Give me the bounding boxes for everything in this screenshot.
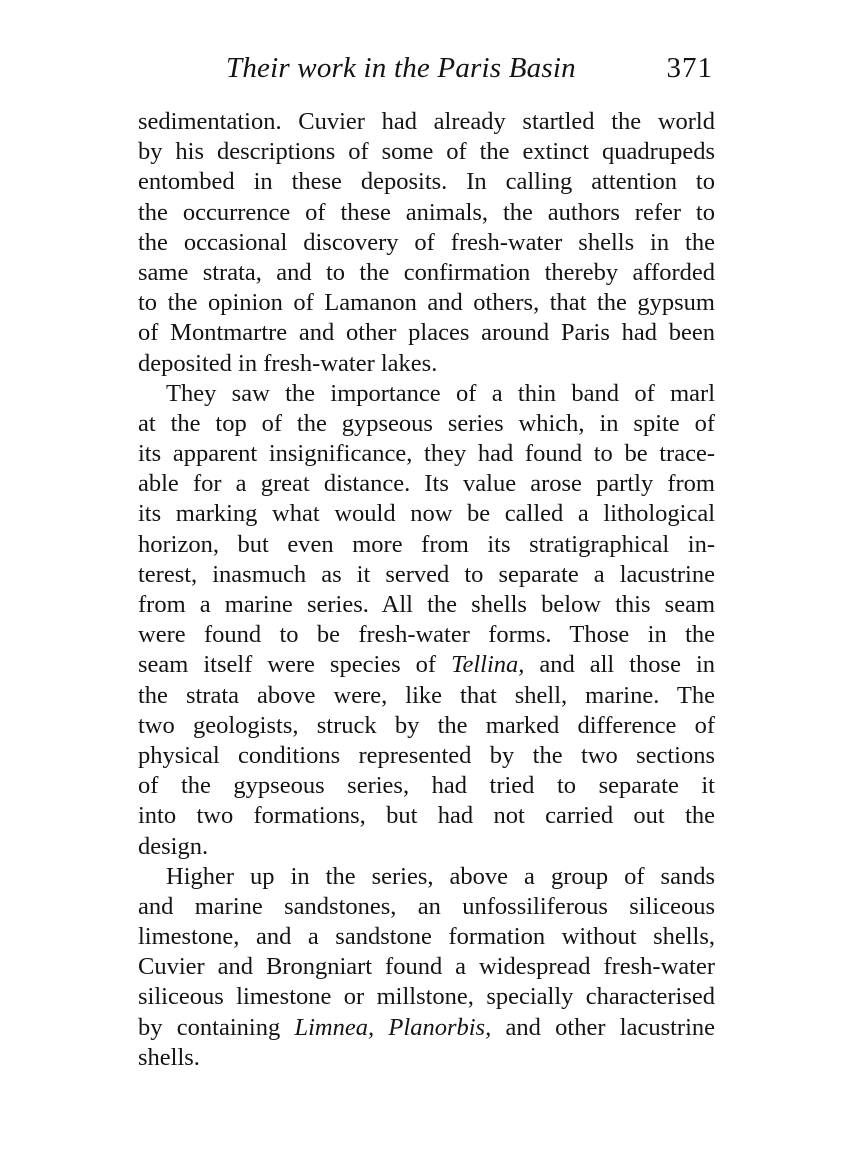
italic-genus-name: Planorbis, bbox=[388, 1013, 492, 1041]
text-line: Cuvier and Brongniart found a widespread fresh-water bbox=[138, 953, 715, 981]
text-run: by containing bbox=[138, 1013, 295, 1041]
text-line: at the top of the gypseous series which, in spite of bbox=[138, 409, 715, 437]
page-number: 371 bbox=[666, 52, 713, 84]
text-line: physical conditions represented by the two sections bbox=[138, 741, 715, 769]
text-line: by his descriptions of some of the extinct quadrupeds bbox=[138, 138, 715, 166]
paragraph-1 bbox=[138, 107, 715, 379]
text-line: terest, inasmuch as it served to separate a lacustrine bbox=[138, 560, 715, 588]
text-run bbox=[374, 1014, 388, 1041]
text-line: sedimentation. Cuvier had already startled the world bbox=[138, 108, 715, 135]
text-line: same strata, and to the confirmation thereby afforded bbox=[138, 258, 715, 286]
text-line: the occasional discovery of fresh-water shells in the bbox=[138, 228, 715, 256]
text-line bbox=[138, 1013, 715, 1043]
text-line bbox=[138, 650, 715, 680]
text-line: entombed in these deposits. In calling attention to bbox=[138, 168, 715, 196]
text-line: and marine sandstones, an unfossiliferous siliceous bbox=[138, 892, 715, 920]
running-title: Their work in the Paris Basin bbox=[226, 52, 576, 84]
text-run: and other lacustrine bbox=[491, 1013, 716, 1041]
text-line: the strata above were, like that shell, marine. The bbox=[138, 681, 715, 709]
text-line: They saw the importance of a thin band of marl bbox=[166, 379, 715, 407]
text-line: to the opinion of Lamanon and others, that the gypsum bbox=[138, 289, 715, 317]
text-line: able for a great distance. Its value arose partly from bbox=[138, 470, 715, 498]
text-line: its marking what would now be called a lithological bbox=[138, 500, 715, 528]
text-run: and all those in bbox=[524, 651, 715, 679]
text-line: were found to be fresh-water forms. Those in the bbox=[138, 621, 715, 649]
text-line: the occurrence of these animals, the authors refer to bbox=[138, 198, 715, 226]
text-line: Higher up in the series, above a group of sands bbox=[166, 862, 715, 890]
text-line: shells. bbox=[138, 1043, 200, 1071]
text-line: into two formations, but had not carried out the bbox=[138, 802, 715, 830]
italic-genus-name: Limnea, bbox=[294, 1013, 375, 1041]
text-run: seam itself were species of bbox=[138, 651, 452, 679]
body-text bbox=[138, 107, 715, 1073]
text-line: design. bbox=[138, 832, 209, 860]
text-line: its apparent insignificance, they had found to be trace- bbox=[138, 440, 715, 468]
text-line: limestone, and a sandstone formation without shells, bbox=[138, 923, 715, 951]
running-head bbox=[138, 52, 713, 92]
text-line: of the gypseous series, had tried to separate it bbox=[138, 772, 715, 800]
text-line: horizon, but even more from its stratigraphical in- bbox=[138, 530, 715, 558]
text-line: deposited in fresh-water lakes. bbox=[138, 349, 438, 377]
text-line: siliceous limestone or millstone, specially characterised bbox=[138, 983, 715, 1011]
text-line: two geologists, struck by the marked difference of bbox=[138, 711, 715, 739]
italic-genus-name: Tellina, bbox=[451, 651, 525, 679]
text-line: from a marine series. All the shells below this seam bbox=[138, 591, 715, 618]
text-line: of Montmartre and other places around Paris had been bbox=[138, 319, 715, 347]
paragraph-2 bbox=[138, 379, 715, 862]
paragraph-3 bbox=[138, 862, 715, 1073]
